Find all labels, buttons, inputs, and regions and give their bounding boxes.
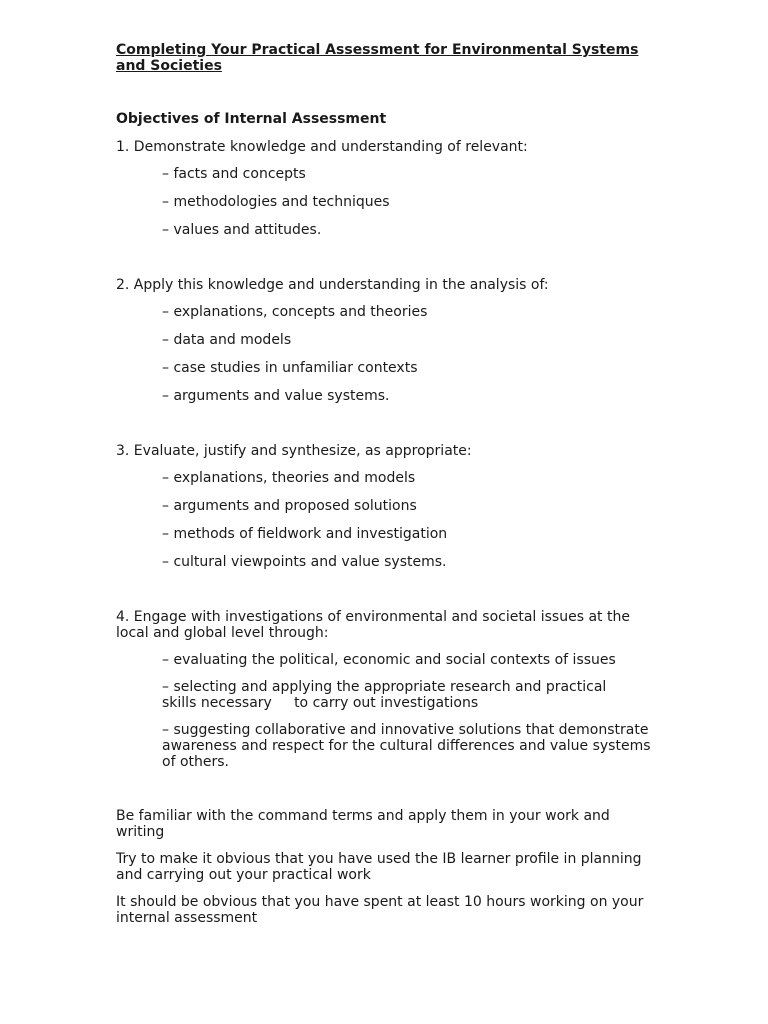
objective-1: [116, 139, 656, 239]
note-paragraph: Try to make it obvious that you have used the IB learner profile in planning and carrying out your practical work: [116, 851, 642, 883]
objective-item: – arguments and proposed solutions: [162, 498, 417, 514]
objective-lead: 4. Engage with investigations of environmental and societal issues at the local and global level through:: [116, 609, 630, 641]
objective-item: – selecting and applying the appropriate research and practical skills necessary to carry out investigations: [162, 679, 611, 711]
section-heading: Objectives of Internal Assessment: [116, 111, 387, 127]
objective-3: [116, 443, 656, 571]
objective-item: – facts and concepts: [162, 166, 306, 182]
objective-lead: 2. Apply this knowledge and understanding in the analysis of:: [116, 277, 549, 293]
objective-2: [116, 277, 656, 405]
objective-item: – evaluating the political, economic and social contexts of issues: [162, 652, 616, 668]
objective-lead: 3. Evaluate, justify and synthesize, as appropriate:: [116, 443, 472, 459]
objective-item: – explanations, concepts and theories: [162, 304, 428, 320]
objective-item: – suggesting collaborative and innovative solutions that demonstrate awareness and respect for the cultural differences and value systems of others.: [162, 722, 651, 770]
document-page: [116, 42, 656, 926]
note-paragraph: It should be obvious that you have spent at least 10 hours working on your internal assessment: [116, 894, 644, 926]
objective-item: – case studies in unfamiliar contexts: [162, 360, 418, 376]
note-paragraph: Be familiar with the command terms and apply them in your work and writing: [116, 808, 610, 840]
objective-item: – methodologies and techniques: [162, 194, 390, 210]
objective-4: [116, 609, 656, 770]
objective-item: – methods of fieldwork and investigation: [162, 526, 448, 542]
objective-item: – explanations, theories and models: [162, 470, 416, 486]
objective-item: – values and attitudes.: [162, 222, 322, 238]
objective-item: – arguments and value systems.: [162, 388, 390, 404]
objective-lead: 1. Demonstrate knowledge and understanding of relevant:: [116, 139, 528, 155]
objective-item: – data and models: [162, 332, 292, 348]
document-title: Completing Your Practical Assessment for Environmental Systems and Societies: [116, 42, 639, 74]
objective-item: – cultural viewpoints and value systems.: [162, 554, 447, 570]
